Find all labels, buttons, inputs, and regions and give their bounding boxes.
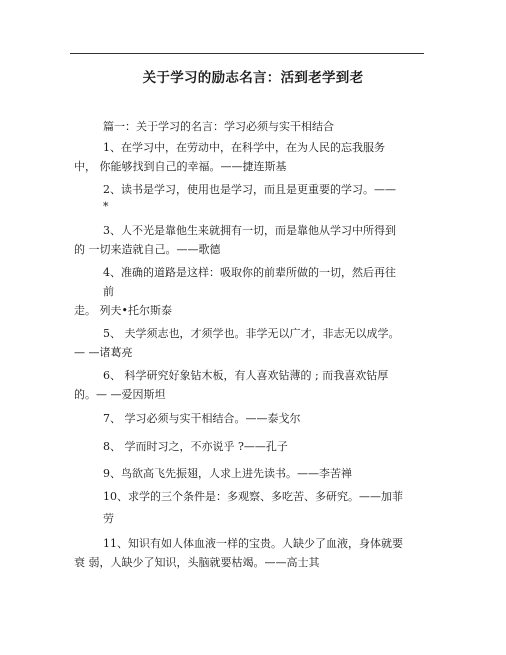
quote-line: 8、 学而时习之，不亦说乎 ?——孔子 (103, 440, 288, 453)
quote-line: 2、读书是学习，使用也是学习，而且是更重要的学习。—— (103, 183, 396, 196)
quote-line: 劳 (103, 512, 114, 525)
quote-line: 9、鸟欲高飞先振翅，人求上进先读书。——李苦禅 (103, 467, 352, 480)
quote-line: 11、知识有如人体血液一样的宝贵。人缺少了血液，身体就要 (103, 537, 403, 550)
quote-line: 衰 弱，人缺少了知识，头脑就要枯竭。——高士其 (74, 556, 320, 569)
quote-line: 10、求学的三个条件是：多观察、多吃苦、多研究。——加菲 (103, 490, 403, 503)
quote-line: 3、人不光是靠他生来就拥有一切，而是靠他从学习中所得到 (103, 224, 396, 237)
quote-line: 走。 列夫•托尔斯泰 (74, 304, 172, 317)
quote-line: 7、 学习必须与实干相结合。——泰戈尔 (103, 412, 301, 425)
quote-line: 的。— —爱因斯坦 (74, 388, 166, 401)
quote-line: 1、在学习中，在劳动中，在科学中，在为人民的忘我服务 (103, 141, 385, 154)
quote-line: 中， 你能够找到自己的幸福。——捷连斯基 (74, 160, 287, 173)
document-title: 关于学习的励志名言：活到老学到老 (142, 70, 364, 86)
quote-line: 5、 夫学须志也，才须学也。非学无以广才，非志无以成学。 (103, 327, 400, 340)
quote-line: — —诸葛亮 (74, 346, 133, 359)
quote-line: 4、准确的道路是这样：吸取你的前辈所做的一切，然后再往 (103, 266, 396, 279)
section-heading: 篇一：关于学习的名言：学习必须与实干相结合 (103, 120, 334, 133)
quote-line: 的 一切来造就自己。——歌德 (74, 243, 221, 256)
quote-line: * (103, 200, 109, 213)
quote-line: 前 (103, 285, 114, 298)
quote-line: 6、 科学研究好象钻木板，有人喜欢钻薄的 ; 而我喜欢钻厚 (103, 369, 389, 382)
